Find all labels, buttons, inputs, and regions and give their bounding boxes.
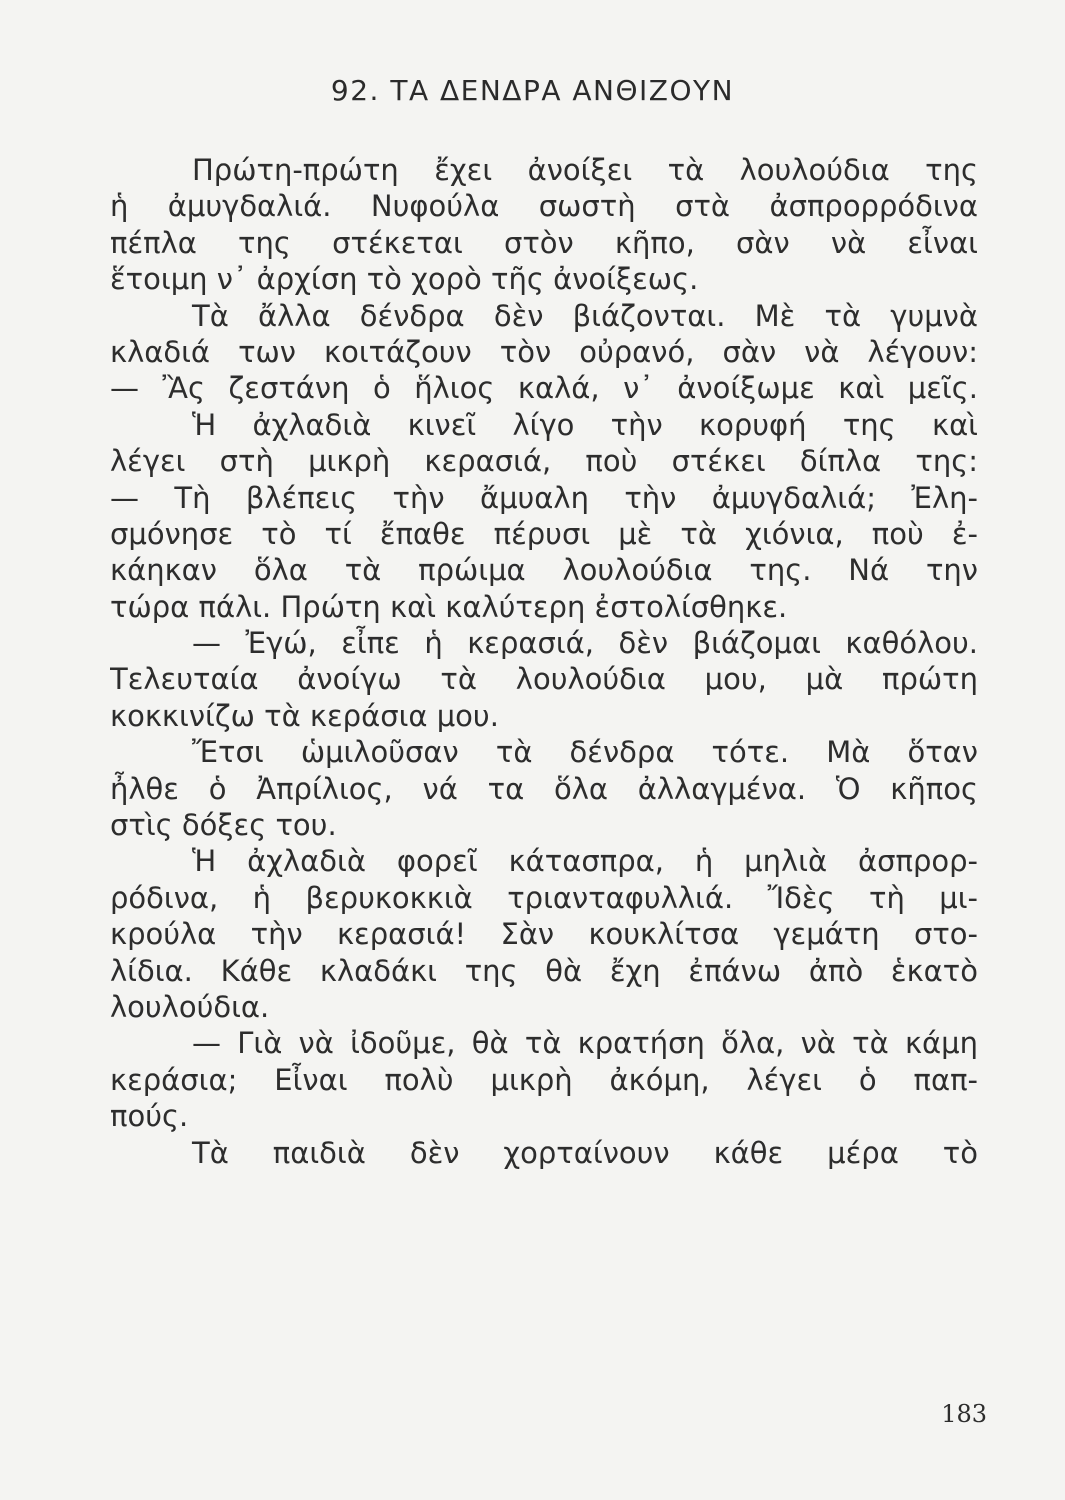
text-line: λίδια. Κάθε κλαδάκι της θὰ ἔχη ἐπάνω ἀπὸ ἑκατὸ xyxy=(110,953,978,988)
text-line: Τελευταία ἀνοίγω τὰ λουλούδια μου, μὰ πρώτη xyxy=(110,662,978,697)
text-line: κοκκινίζω τὰ κεράσια μου. xyxy=(110,698,499,733)
text-line: πούς. xyxy=(110,1099,189,1134)
page-number: 183 xyxy=(941,1400,987,1428)
text-line: σμόνησε τὸ τί ἔπαθε πέρυσι μὲ τὰ χιόνια, ποὺ ἐ- xyxy=(110,516,978,551)
text-line: Ἔτσι ὡμιλοῦσαν τὰ δένδρα τότε. Μὰ ὅταν xyxy=(192,735,978,770)
text-line: στὶς δόξες του. xyxy=(110,808,337,843)
text-line: κρούλα τὴν κερασιά! Σὰν κουκλίτσα γεμάτη στο- xyxy=(110,917,978,952)
text-line: — Ἐγώ, εἶπε ἡ κερασιά, δὲν βιάζομαι καθόλου. xyxy=(192,626,978,661)
text-line: ρόδινα, ἡ βερυκοκκιὰ τριανταφυλλιά. Ἴδὲς τὴ μι- xyxy=(110,880,978,915)
text-line: Τὰ ἄλλα δένδρα δὲν βιάζονται. Μὲ τὰ γυμνὰ xyxy=(192,298,978,333)
text-line: — Γιὰ νὰ ἰδοῦμε, θὰ τὰ κρατήση ὅλα, νὰ τὰ κάμη xyxy=(192,1026,978,1061)
text-line: κλαδιά των κοιτάζουν τὸν οὐρανό, σὰν νὰ λέγουν: xyxy=(110,334,978,369)
text-line: κάηκαν ὅλα τὰ πρώιμα λουλούδια της. Νά την xyxy=(110,553,978,588)
text-line: ἕτοιμη ν᾽ ἀρχίση τὸ χορὸ τῆς ἀνοίξεως. xyxy=(110,262,699,297)
text-line: Ἡ ἀχλαδιὰ φορεῖ κάτασπρα, ἡ μηλιὰ ἀσπρορ- xyxy=(192,844,978,879)
text-line: — Τὴ βλέπεις τὴν ἄμυαλη τὴν ἀμυγδαλιά; Ἐλη- xyxy=(110,480,978,515)
text-line: λέγει στὴ μικρὴ κερασιά, ποὺ στέκει δίπλα της: xyxy=(110,444,978,479)
text-line: — Ἂς ζεστάνη ὁ ἥλιος καλά, ν᾽ ἀνοίξωμε καὶ μεῖς. xyxy=(110,371,978,406)
text-line: τώρα πάλι. Πρώτη καὶ καλύτερη ἐστολίσθηκε. xyxy=(110,589,788,624)
text-line: Τὰ παιδιὰ δὲν χορταίνουν κάθε μέρα τὸ xyxy=(192,1135,978,1170)
text-line: Πρώτη-πρώτη ἔχει ἀνοίξει τὰ λουλούδια της xyxy=(192,153,978,187)
body-text xyxy=(110,152,978,1171)
text-line: Ἡ ἀχλαδιὰ κινεῖ λίγο τὴν κορυφή της καὶ xyxy=(192,407,978,442)
text-line: ἡ ἀμυγδαλιά. Νυφούλα σωστὴ στὰ ἀσπρορρόδινα xyxy=(110,189,978,224)
chapter-title: 92. ΤΑ ΔΕΝΔΡΑ ΑΝΘΙΖΟΥΝ xyxy=(330,74,735,107)
text-line: πέπλα της στέκεται στὸν κῆπο, σὰν νὰ εἶναι xyxy=(110,225,978,260)
text-line: κεράσια; Εἶναι πολὺ μικρὴ ἀκόμη, λέγει ὁ παπ- xyxy=(110,1062,978,1097)
text-line: ἦλθε ὁ Ἀπρίλιος, νά τα ὅλα ἀλλαγμένα. Ὁ κῆπος xyxy=(110,771,978,806)
text-line: λουλούδια. xyxy=(110,989,270,1024)
